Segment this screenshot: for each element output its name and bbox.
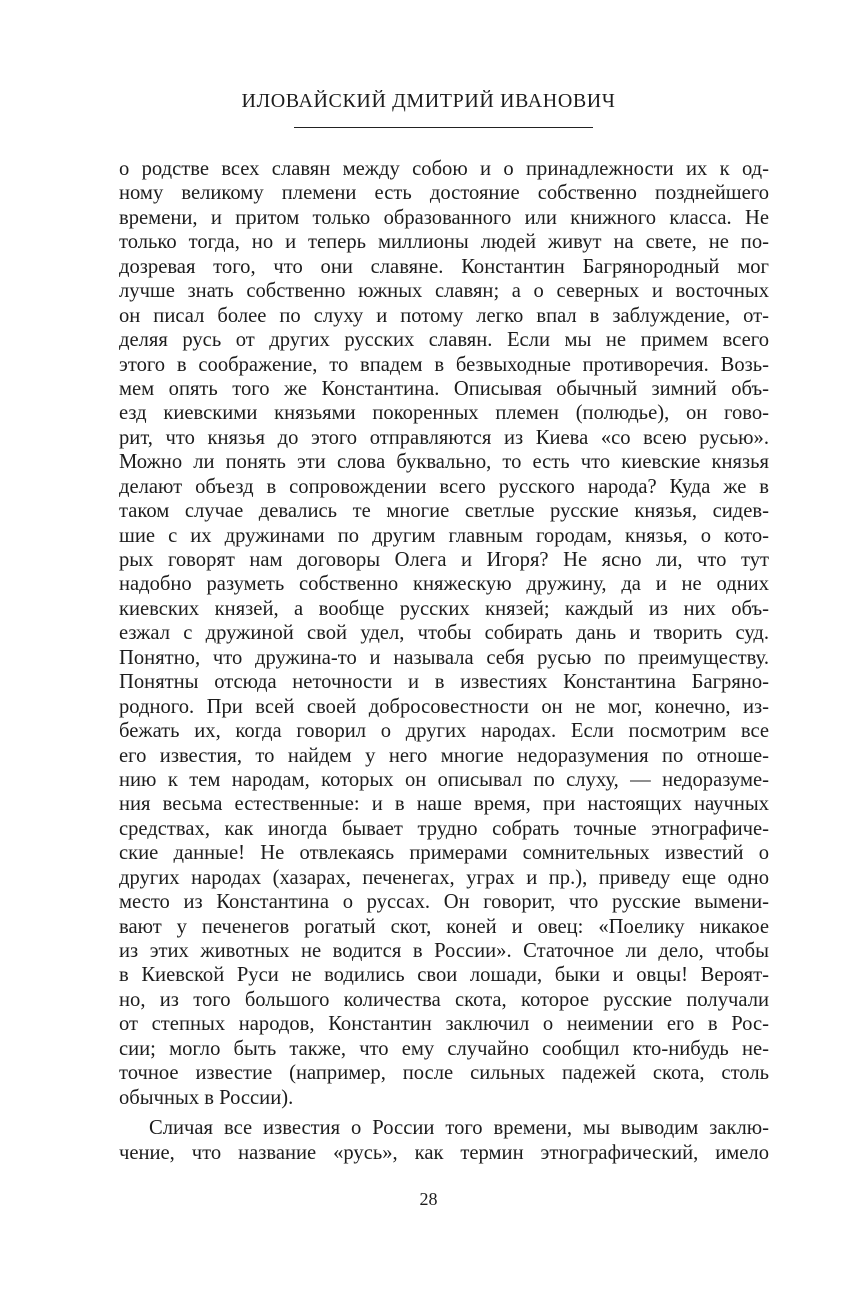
- text-line: обычных в России).: [119, 1086, 294, 1109]
- body-text: [119, 157, 769, 1165]
- text-line: но, из того большого количества скота, которое русские получали: [119, 988, 769, 1011]
- text-line: ному великому племени есть достояние собственно позднейшего: [119, 182, 769, 205]
- text-line: рит, что князья до этого отправляются из Киева «со всею русью».: [119, 426, 769, 449]
- header-rule: [294, 127, 593, 128]
- text-line: из этих животных не водится в России». Статочное ли дело, чтобы: [119, 940, 769, 962]
- text-line: времени, и притом только образованного или книжного класса. Не: [119, 206, 769, 229]
- text-line: езжал с дружиной свой удел, чтобы собирать дань и творить суд.: [119, 622, 769, 645]
- text-line: Понятны отсюда неточности и в известиях Константина Багряно-: [119, 671, 769, 694]
- text-line: езд киевскими князьями покоренных племен (полюдье), он гово-: [119, 402, 769, 425]
- page-number: 28: [419, 1189, 438, 1209]
- text-line: дозревая того, что они славяне. Константин Багрянородный мог: [119, 255, 769, 278]
- running-head: ИЛОВАЙСКИЙ ДМИТРИЙ ИВАНОВИЧ: [241, 90, 616, 112]
- text-line: точное известие (например, после сильных падежей скота, столь: [119, 1062, 769, 1085]
- text-line: родного. При всей своей добросовестности он не мог, конечно, из-: [119, 695, 769, 718]
- text-line: киевских князей, а вообще русских князей; каждый из них объ-: [119, 597, 769, 620]
- text-line: только тогда, но и теперь миллионы людей живут на свете, не по-: [119, 231, 769, 254]
- text-line: лучше знать собственно южных славян; а о северных и восточных: [119, 280, 769, 303]
- text-line: этого в соображение, то впадем в безвыходные противоречия. Возь-: [119, 353, 769, 376]
- text-line: делают объезд в сопровождении всего русского народа? Куда же в: [119, 475, 769, 498]
- text-line: Можно ли понять эти слова буквально, то есть что киевские князья: [119, 451, 769, 474]
- text-line: рых говорят нам договоры Олега и Игоря? Не ясно ли, что тут: [119, 549, 769, 571]
- text-line: о родстве всех славян между собою и о принадлежности их к од-: [119, 158, 769, 180]
- text-line: ния весьма естественные: и в наше время, при настоящих научных: [119, 793, 769, 816]
- paragraph-2: [119, 1116, 769, 1165]
- text-line: надобно разуметь собственно княжескую дружину, да и не одних: [119, 573, 769, 596]
- text-line: в Киевской Руси не водились свои лошади, быки и овцы! Вероят-: [119, 964, 769, 987]
- text-line: вают у печенегов рогатый скот, коней и овец: «Поелику никакое: [119, 915, 769, 938]
- text-line: нию к тем народам, которых он описывал по слуху, — недоразуме-: [119, 768, 769, 791]
- text-line: других народах (хазарах, печенегах, уграх и пр.), приведу еще одно: [119, 866, 769, 889]
- text-line: бежать их, когда говорил о других народах. Если посмотрим все: [119, 720, 769, 743]
- text-line: деляя русь от других русских славян. Если мы не примем всего: [119, 329, 769, 352]
- text-line: таком случае девались те многие светлые русские князья, сидев-: [119, 500, 769, 523]
- text-line: он писал более по слуху и потому легко впал в заблуждение, от-: [119, 304, 769, 327]
- text-line: Понятно, что дружина-то и называла себя русью по преимуществу.: [119, 646, 769, 669]
- text-line: мем опять того же Константина. Описывая обычный зимний объ-: [119, 377, 769, 400]
- text-line: ские данные! Не отвлекаясь примерами сомнительных известий о: [119, 842, 769, 865]
- text-line: шие с их дружинами по другим главным городам, князья, о кото-: [119, 524, 769, 547]
- text-line: сии; могло быть также, что ему случайно сообщил кто-нибудь не-: [119, 1037, 769, 1060]
- text-line: его известия, то найдем у него многие недоразумения по отноше-: [119, 744, 769, 767]
- paragraph-1: [119, 157, 769, 1110]
- text-line: от степных народов, Константин заключил о неимении его в Рос-: [119, 1013, 769, 1036]
- text-line: место из Константина о руссах. Он говорит, что русские вымени-: [119, 891, 769, 914]
- text-line: Сличая все известия о России того времени, мы выводим заклю-: [149, 1117, 769, 1140]
- text-line: чение, что название «русь», как термин этнографический, имело: [119, 1141, 769, 1164]
- text-line: средствах, как иногда бывает трудно собрать точные этнографиче-: [119, 817, 769, 840]
